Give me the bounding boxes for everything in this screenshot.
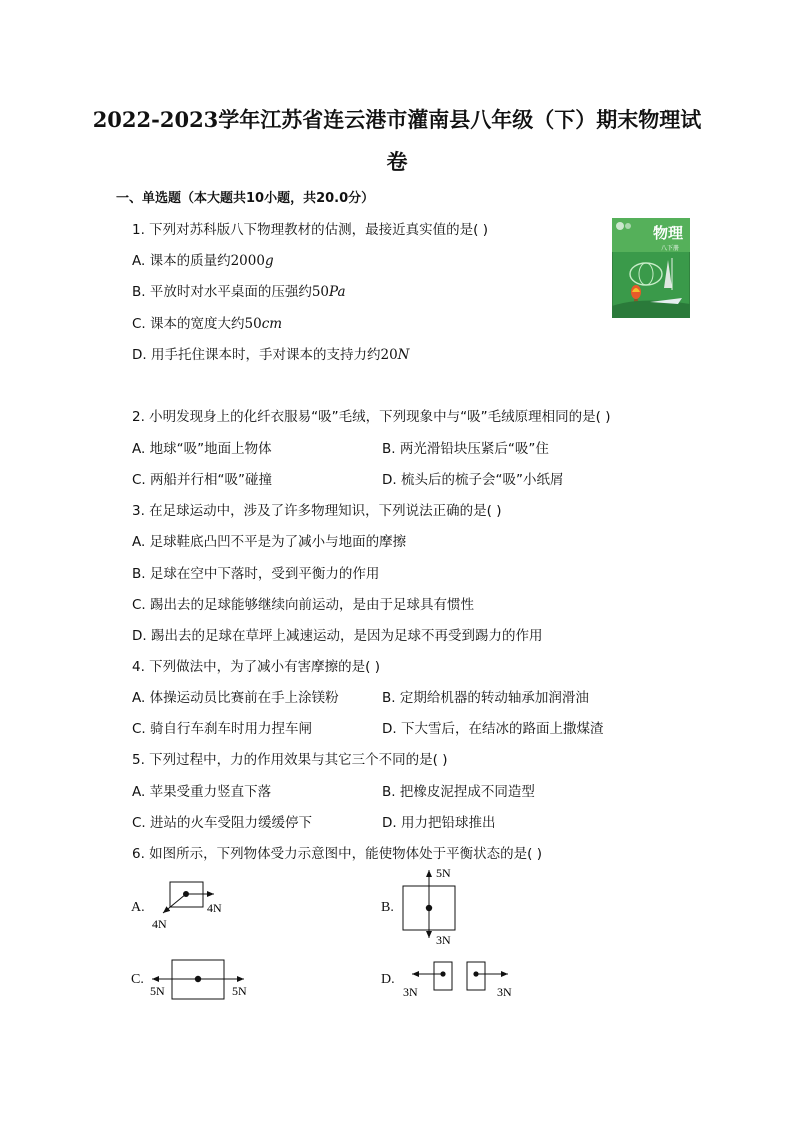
q1-option-b[interactable] <box>132 280 346 300</box>
exam-title-line2: 卷 <box>386 149 408 174</box>
q6-c-force-right: 5N <box>232 984 247 998</box>
q3-option-a[interactable]: A. 足球鞋底凸凹不平是为了减小与地面的摩擦 <box>132 534 407 550</box>
q5-option-b[interactable]: B. 把橡皮泥捏成不同造型 <box>382 784 535 800</box>
q6-b-force-bottom: 3N <box>436 933 451 947</box>
q5-option-a[interactable]: A. 苹果受重力竖直下落 <box>132 784 272 800</box>
q1-option-a[interactable] <box>132 249 274 269</box>
q1-option-c-value: 50 <box>244 316 262 332</box>
q4-option-b[interactable]: B. 定期给机器的转动轴承加润滑油 <box>382 690 589 706</box>
q6-d-force-right: 3N <box>497 985 512 999</box>
q1-option-d-text: D. 用手托住课本时，手对课本的支持力约 <box>132 347 381 363</box>
q1-option-a-unit: g <box>264 253 274 269</box>
exam-title-line1: 2022-2023学年江苏省连云港市灌南县八年级（下）期末物理试 <box>92 107 702 132</box>
q2-option-d[interactable]: D. 梳头后的梳子会“吸”小纸屑 <box>382 472 564 488</box>
q6-force-diagrams <box>0 860 794 1010</box>
q6-option-c-label[interactable]: C. <box>131 972 144 987</box>
q3-option-c[interactable]: C. 踢出去的足球能够继续向前运动，是由于足球具有惯性 <box>132 597 475 613</box>
cover-subtitle: 八下册 <box>660 246 680 252</box>
q2-option-b[interactable]: B. 两光滑铅块压紧后“吸”住 <box>382 441 549 457</box>
q5-option-c[interactable]: C. 进站的火车受阻力缓缓停下 <box>132 815 313 831</box>
q6-a-force-diag: 4N <box>152 917 167 931</box>
q6-option-a-label[interactable]: A. <box>131 900 145 915</box>
q1-option-d-unit: N <box>397 347 410 363</box>
q6-diagram-c <box>150 960 247 999</box>
q1-option-a-text: A. 课本的质量约 <box>132 253 231 269</box>
q3-option-b[interactable]: B. 足球在空中下落时，受到平衡力的作用 <box>132 566 380 582</box>
q3-option-d[interactable]: D. 踢出去的足球在草坪上减速运动，是因为足球不再受到踢力的作用 <box>132 628 543 644</box>
q4-option-c[interactable]: C. 骑自行车刹车时用力捏车闸 <box>132 721 313 737</box>
q6-d-force-left: 3N <box>403 985 418 999</box>
q1-stem: 1. 下列对苏科版八下物理教材的估测，最接近真实值的是( ) <box>132 222 488 238</box>
section-heading: 一、单选题（本大题共10小题，共20.0分） <box>116 191 375 206</box>
q2-stem: 2. 小明发现身上的化纤衣服易“吸”毛绒，下列现象中与“吸”毛绒原理相同的是( ) <box>132 409 611 425</box>
q6-diagram-d <box>403 962 512 999</box>
q6-c-force-left: 5N <box>150 984 165 998</box>
q1-option-d[interactable] <box>132 343 409 363</box>
q6-diagram-a <box>152 882 222 931</box>
q1-option-b-unit: Pa <box>329 284 346 300</box>
q1-option-c-unit: cm <box>261 316 283 332</box>
q4-stem: 4. 下列做法中，为了减小有害摩擦的是( ) <box>132 659 380 675</box>
cover-title: 物理 <box>652 226 684 242</box>
q1-option-b-text: B. 平放时对水平桌面的压强约 <box>132 284 312 300</box>
q2-option-a[interactable]: A. 地球“吸”地面上物体 <box>132 441 272 457</box>
q6-b-force-top: 5N <box>436 866 451 880</box>
q1-option-b-value: 50 <box>311 284 330 300</box>
q5-option-d[interactable]: D. 用力把铅球推出 <box>382 815 496 831</box>
q4-option-a[interactable]: A. 体操运动员比赛前在手上涂镁粉 <box>132 690 339 706</box>
q6-option-b-label[interactable]: B. <box>381 900 394 915</box>
q5-stem: 5. 下列过程中，力的作用效果与其它三个不同的是( ) <box>132 752 448 768</box>
textbook-cover-image <box>612 218 690 318</box>
q6-option-d-label[interactable]: D. <box>381 972 395 987</box>
q1-option-d-value: 20 <box>380 347 398 363</box>
q6-a-force-right: 4N <box>207 901 222 915</box>
q1-option-c-text: C. 课本的宽度大约 <box>132 316 245 332</box>
q2-option-c[interactable]: C. 两船并行相“吸”碰撞 <box>132 472 272 488</box>
q6-stem: 6. 如图所示，下列物体受力示意图中，能使物体处于平衡状态的是( ) <box>132 846 542 862</box>
q1-option-c[interactable] <box>132 312 282 332</box>
q6-diagram-b <box>403 866 455 947</box>
q3-stem: 3. 在足球运动中，涉及了许多物理知识，下列说法正确的是( ) <box>132 503 502 519</box>
q1-option-a-value: 2000 <box>230 253 265 269</box>
q4-option-d[interactable]: D. 下大雪后，在结冰的路面上撒煤渣 <box>382 721 604 737</box>
